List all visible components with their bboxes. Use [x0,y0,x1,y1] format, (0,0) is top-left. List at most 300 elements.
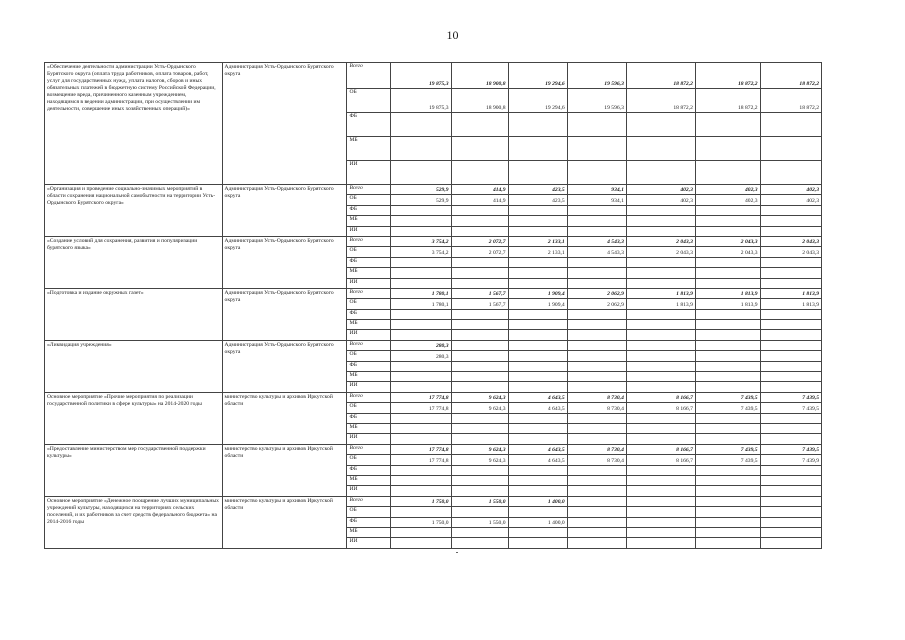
funding-source-cell: МБ [347,372,391,382]
amount-cell [567,434,626,444]
amount-cell [567,486,626,496]
amount-cell [695,351,760,361]
table-row-total [45,392,822,402]
amount-cell: 423,5 [508,195,567,205]
amount-cell [391,465,451,475]
amount-cell: 7 439,5 [695,444,760,454]
funding-source-cell: ИИ [347,486,391,496]
amount-cell [760,527,821,537]
amount-cell: 3 754,2 [391,247,451,257]
amount-cell: 19 294,6 [508,89,567,113]
funding-source-cell: ИИ [347,434,391,444]
amount-cell [451,278,508,288]
amount-cell: 8 166,7 [626,444,695,454]
amount-cell: 8 730,4 [567,403,626,413]
amount-cell: 4 643,5 [508,403,567,413]
amount-cell: 1 400,0 [508,517,567,527]
amount-cell [451,257,508,267]
amount-cell [695,161,760,185]
amount-cell: 18 900,8 [451,63,508,89]
amount-cell [760,330,821,340]
amount-cell [760,205,821,215]
amount-cell: 8 166,7 [626,392,695,402]
amount-cell [695,137,760,161]
amount-cell [508,434,567,444]
amount-cell [567,161,626,185]
amount-cell [567,137,626,161]
amount-cell: 7 439,5 [695,455,760,465]
funding-source-cell: Всего [347,288,391,298]
amount-cell [760,278,821,288]
funding-source-cell: МБ [347,423,391,433]
amount-cell: 1 750,0 [391,517,451,527]
amount-cell [451,216,508,226]
amount-cell [508,465,567,475]
amount-cell: 7 439,5 [760,444,821,454]
amount-cell [695,423,760,433]
amount-cell [626,320,695,330]
amount-cell [508,330,567,340]
amount-cell [760,538,821,548]
amount-cell [391,330,451,340]
amount-cell [695,527,760,537]
amount-cell [567,361,626,371]
amount-cell [567,465,626,475]
amount-cell: 2 043,3 [760,236,821,246]
amount-cell [626,475,695,485]
amount-cell [451,507,508,517]
amount-cell [508,113,567,137]
amount-cell [391,113,451,137]
amount-cell [508,486,567,496]
amount-cell [451,226,508,236]
funding-source-cell: ОБ [347,507,391,517]
table-row-total [45,340,822,350]
amount-cell [760,268,821,278]
amount-cell [695,382,760,392]
amount-cell: 1 550,0 [451,517,508,527]
amount-cell [451,538,508,548]
amount-cell: 17 774,8 [391,455,451,465]
amount-cell [391,507,451,517]
amount-cell [391,268,451,278]
amount-cell [567,268,626,278]
amount-cell: 934,1 [567,185,626,195]
amount-cell: 3 754,2 [391,236,451,246]
amount-cell [391,257,451,267]
amount-cell [451,340,508,350]
amount-cell: 4 643,5 [508,444,567,454]
funding-source-cell: ОБ [347,403,391,413]
amount-cell: 4 643,5 [508,455,567,465]
amount-cell [567,278,626,288]
amount-cell [508,351,567,361]
amount-cell [451,382,508,392]
amount-cell: 8 730,4 [567,455,626,465]
amount-cell [451,527,508,537]
amount-cell: 1 550,0 [451,496,508,506]
amount-cell: 1 780,1 [391,288,451,298]
amount-cell: 2 043,3 [626,247,695,257]
amount-cell: 8 166,7 [626,455,695,465]
amount-cell [567,340,626,350]
amount-cell: 18 900,8 [451,89,508,113]
amount-cell [391,486,451,496]
amount-cell: 529,9 [391,185,451,195]
amount-cell [567,330,626,340]
amount-cell [567,413,626,423]
amount-cell [695,113,760,137]
amount-cell: 8 166,7 [626,403,695,413]
amount-cell [508,507,567,517]
amount-cell [626,517,695,527]
amount-cell: 1 813,9 [695,299,760,309]
amount-cell: 1 400,0 [508,496,567,506]
amount-cell: 2 043,3 [626,236,695,246]
amount-cell [626,351,695,361]
amount-cell: 18 872,2 [760,89,821,113]
amount-cell [391,527,451,537]
amount-cell: 19 596,3 [567,89,626,113]
amount-cell [508,413,567,423]
amount-cell: 2 072,7 [451,236,508,246]
amount-cell [508,538,567,548]
page-number: 10 [446,28,459,42]
amount-cell: 2 062,9 [567,299,626,309]
activity-name-cell: «Предоставление министерством мер государственной поддержки культуры» [45,444,223,496]
amount-cell [508,137,567,161]
amount-cell [451,465,508,475]
amount-cell [695,278,760,288]
amount-cell: 402,3 [695,185,760,195]
amount-cell [508,161,567,185]
amount-cell [451,475,508,485]
amount-cell [567,257,626,267]
amount-cell [567,320,626,330]
amount-cell: 7 439,9 [760,455,821,465]
amount-cell [626,216,695,226]
amount-cell [567,113,626,137]
amount-cell [626,278,695,288]
amount-cell [508,278,567,288]
amount-cell [695,465,760,475]
amount-cell [391,226,451,236]
amount-cell: 2 133,1 [508,247,567,257]
funding-source-cell: Всего [347,496,391,506]
amount-cell [451,413,508,423]
amount-cell [626,161,695,185]
funding-source-cell: ФБ [347,257,391,267]
amount-cell: 18 872,2 [626,63,695,89]
amount-cell [567,517,626,527]
funding-source-cell: ИИ [347,538,391,548]
amount-cell: 4 643,5 [508,392,567,402]
amount-cell [451,137,508,161]
amount-cell: 280,3 [391,351,451,361]
amount-cell [760,257,821,267]
activity-name-cell: «Ликвидация учреждения» [45,340,223,392]
amount-cell [760,226,821,236]
amount-cell [626,137,695,161]
amount-cell: 19 875,3 [391,63,451,89]
amount-cell [508,257,567,267]
funding-source-cell: ФБ [347,465,391,475]
amount-cell [760,216,821,226]
amount-cell [626,226,695,236]
amount-cell [451,161,508,185]
amount-cell [760,517,821,527]
amount-cell [626,205,695,215]
table-row-total [45,496,822,506]
amount-cell [760,496,821,506]
amount-cell: 280,3 [391,340,451,350]
amount-cell [567,351,626,361]
amount-cell: 1 750,0 [391,496,451,506]
amount-cell: 402,3 [695,195,760,205]
amount-cell: 7 439,5 [695,392,760,402]
amount-cell: 1 813,9 [760,299,821,309]
amount-cell: 18 872,2 [760,63,821,89]
amount-cell [391,137,451,161]
amount-cell: 414,9 [451,185,508,195]
amount-cell: 18 872,2 [626,89,695,113]
amount-cell [567,496,626,506]
amount-cell: 9 624,3 [451,392,508,402]
amount-cell [695,216,760,226]
funding-source-cell: ИИ [347,330,391,340]
amount-cell [567,382,626,392]
amount-cell [567,226,626,236]
amount-cell: 19 294,6 [508,63,567,89]
amount-cell [760,113,821,137]
amount-cell [508,475,567,485]
amount-cell [567,475,626,485]
funding-source-cell: ИИ [347,161,391,185]
amount-cell [695,538,760,548]
amount-cell [508,216,567,226]
amount-cell [760,486,821,496]
amount-cell [626,372,695,382]
funding-source-cell: ОБ [347,455,391,465]
amount-cell: 402,3 [760,195,821,205]
amount-cell: 1 567,7 [451,299,508,309]
amount-cell: 19 875,3 [391,89,451,113]
amount-cell [695,517,760,527]
amount-cell: 9 624,3 [451,455,508,465]
amount-cell [508,268,567,278]
amount-cell [391,320,451,330]
amount-cell: 423,5 [508,185,567,195]
funding-source-cell: МБ [347,137,391,161]
funding-source-cell: ОБ [347,195,391,205]
amount-cell: 18 872,2 [695,63,760,89]
amount-cell [508,527,567,537]
amount-cell [391,538,451,548]
amount-cell [508,320,567,330]
amount-cell [567,205,626,215]
amount-cell [626,382,695,392]
amount-cell [695,413,760,423]
executor-cell: Администрация Усть-Ордынского Бурятского округа [222,236,347,288]
amount-cell [508,226,567,236]
amount-cell [695,320,760,330]
amount-cell [391,434,451,444]
funding-source-cell: Всего [347,392,391,402]
amount-cell [391,423,451,433]
amount-cell [451,372,508,382]
amount-cell: 2 043,3 [695,236,760,246]
activity-name-cell: «Подготовка и издание окружных газет» [45,288,223,340]
activity-name-cell: «Создание условий для сохранения, развития и популяризации бурятского языка» [45,236,223,288]
amount-cell [760,465,821,475]
amount-cell [567,423,626,433]
funding-source-cell: ОБ [347,351,391,361]
amount-cell: 402,3 [626,185,695,195]
amount-cell [626,434,695,444]
funding-source-cell: МБ [347,268,391,278]
funding-source-cell: ФБ [347,413,391,423]
amount-cell [391,475,451,485]
amount-cell [760,137,821,161]
amount-cell [695,475,760,485]
funding-source-cell: ФБ [347,205,391,215]
amount-cell [695,496,760,506]
amount-cell [626,507,695,517]
amount-cell: 1 567,7 [451,288,508,298]
amount-cell [567,216,626,226]
budget-table [44,62,822,549]
amount-cell: 2 043,3 [760,247,821,257]
amount-cell [626,527,695,537]
activity-name-cell: «Организация и проведение социально-значимых мероприятий в области сохранения национальной самобытности на территории Усть-Ордынского Бурятского округа» [45,185,223,237]
funding-source-cell: Всего [347,63,391,89]
amount-cell [695,268,760,278]
amount-cell [451,351,508,361]
amount-cell: 1 813,9 [626,299,695,309]
amount-cell [626,413,695,423]
amount-cell [451,320,508,330]
amount-cell: 7 439,5 [695,403,760,413]
funding-source-cell: Всего [347,444,391,454]
amount-cell: 2 133,1 [508,236,567,246]
amount-cell: 1 813,9 [626,288,695,298]
amount-cell [451,423,508,433]
amount-cell: 17 774,8 [391,403,451,413]
amount-cell [626,486,695,496]
amount-cell [391,278,451,288]
amount-cell [451,434,508,444]
funding-source-cell: ФБ [347,113,391,137]
funding-source-cell: ОБ [347,299,391,309]
amount-cell [760,434,821,444]
table-row-total [45,185,822,195]
amount-cell [760,361,821,371]
amount-cell: 9 624,3 [451,444,508,454]
amount-cell [695,486,760,496]
scan-speck [456,552,458,553]
funding-source-cell: Всего [347,236,391,246]
funding-source-cell: ФБ [347,517,391,527]
executor-cell: министерство культуры и архивов Иркутской области [222,444,347,496]
amount-cell [567,372,626,382]
amount-cell: 934,1 [567,195,626,205]
funding-source-cell: ФБ [347,309,391,319]
amount-cell [695,257,760,267]
funding-source-cell: ОБ [347,89,391,113]
amount-cell: 1 909,4 [508,288,567,298]
amount-cell: 17 774,8 [391,444,451,454]
funding-source-cell: МБ [347,527,391,537]
amount-cell: 529,9 [391,195,451,205]
budget-table-body [45,63,822,549]
amount-cell [567,527,626,537]
table-row-total [45,236,822,246]
amount-cell [695,434,760,444]
amount-cell [695,372,760,382]
amount-cell: 2 062,9 [567,288,626,298]
amount-cell [451,113,508,137]
funding-source-cell: ФБ [347,361,391,371]
amount-cell [391,361,451,371]
amount-cell: 1 813,9 [695,288,760,298]
amount-cell [695,507,760,517]
funding-source-cell: МБ [347,475,391,485]
amount-cell: 17 774,8 [391,392,451,402]
amount-cell: 4 543,3 [567,247,626,257]
amount-cell [695,205,760,215]
amount-cell [626,538,695,548]
amount-cell: 414,9 [451,195,508,205]
amount-cell [626,309,695,319]
funding-source-cell: Всего [347,185,391,195]
amount-cell [451,268,508,278]
funding-source-cell: ИИ [347,278,391,288]
amount-cell [626,257,695,267]
table-row-total [45,444,822,454]
table-row-total [45,63,822,89]
amount-cell: 2 043,3 [695,247,760,257]
amount-cell: 19 596,3 [567,63,626,89]
amount-cell [760,413,821,423]
executor-cell: министерство культуры и архивов Иркутской области [222,496,347,548]
amount-cell [760,475,821,485]
amount-cell [760,372,821,382]
amount-cell: 8 730,4 [567,444,626,454]
amount-cell [695,340,760,350]
activity-name-cell: Основное мероприятие «Прочие мероприятия по реализации государственной политики в сфере культуры» на 2014-2020 годы [45,392,223,444]
amount-cell [508,361,567,371]
amount-cell [508,205,567,215]
amount-cell: 8 730,4 [567,392,626,402]
amount-cell: 2 072,7 [451,247,508,257]
amount-cell [567,538,626,548]
amount-cell [508,309,567,319]
amount-cell [451,361,508,371]
funding-source-cell: Всего [347,340,391,350]
amount-cell [567,507,626,517]
amount-cell: 9 624,3 [451,403,508,413]
amount-cell [508,372,567,382]
amount-cell [508,382,567,392]
amount-cell [760,320,821,330]
amount-cell [695,226,760,236]
amount-cell [626,465,695,475]
amount-cell [626,423,695,433]
amount-cell [626,496,695,506]
amount-cell [626,113,695,137]
amount-cell: 402,3 [626,195,695,205]
amount-cell: 1 813,9 [760,288,821,298]
